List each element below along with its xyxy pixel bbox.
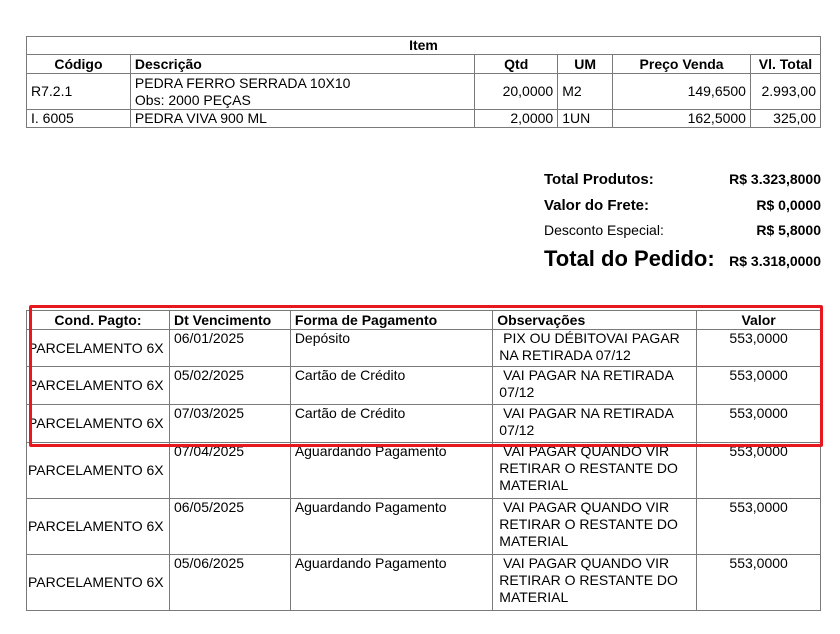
total-pedido-label: Total do Pedido: xyxy=(544,246,715,271)
pay-valor: 553,0000 xyxy=(697,330,821,367)
total-produtos-value: R$ 3.323,8000 xyxy=(729,171,821,187)
valor-frete-label: Valor do Frete: xyxy=(544,197,650,214)
pay-obs xyxy=(493,367,697,405)
pay-obs-line: VAI PAGAR NA RETIRADA xyxy=(499,367,674,383)
pay-dt: 07/03/2025 xyxy=(169,405,290,443)
pay-forma: Depósito xyxy=(290,330,492,367)
col-header-qtd: Qtd xyxy=(475,55,558,74)
table-row xyxy=(27,367,821,405)
valor-frete-value: R$ 0,0000 xyxy=(756,197,821,213)
pay-cond: PARCELAMENTO 6X xyxy=(27,555,170,611)
desconto-value: R$ 5,8000 xyxy=(756,222,821,238)
col-header-um: UM xyxy=(558,55,613,74)
pay-obs xyxy=(493,443,697,499)
pay-forma: Aguardando Pagamento xyxy=(290,443,492,499)
pay-dt: 05/02/2025 xyxy=(169,367,290,405)
col-header-descricao: Descrição xyxy=(130,55,474,74)
pay-valor: 553,0000 xyxy=(697,405,821,443)
pay-obs xyxy=(493,555,697,611)
table-row xyxy=(27,74,821,110)
item-descricao: PEDRA VIVA 900 ML xyxy=(130,110,474,128)
desconto-row xyxy=(544,222,821,238)
pay-obs-line: VAI PAGAR QUANDO VIR xyxy=(499,555,670,571)
pay-forma: Cartão de Crédito xyxy=(290,405,492,443)
total-pedido-row xyxy=(544,246,821,272)
table-row xyxy=(27,330,821,367)
pay-valor: 553,0000 xyxy=(697,555,821,611)
pay-cond: PARCELAMENTO 6X xyxy=(27,443,170,499)
col-header-total: Vl. Total xyxy=(750,55,820,74)
valor-frete-row xyxy=(544,197,821,214)
total-pedido-value: R$ 3.318,0000 xyxy=(729,253,821,269)
pay-obs xyxy=(493,405,697,443)
table-row xyxy=(27,405,821,443)
pay-obs-line: NA RETIRADA 07/12 xyxy=(499,347,631,363)
pay-obs-line: MATERIAL xyxy=(499,533,569,549)
item-descricao-text: PEDRA FERRO SERRADA 10X10 xyxy=(134,74,351,91)
pay-obs-line: RETIRAR O RESTANTE DO xyxy=(499,516,678,532)
col-header-obs: Observações xyxy=(493,311,697,330)
item-um: M2 xyxy=(558,74,613,110)
pay-obs-line: RETIRAR O RESTANTE DO xyxy=(499,572,678,588)
pay-obs-line: MATERIAL xyxy=(499,589,569,605)
items-header-row xyxy=(27,55,821,74)
payments-header-row xyxy=(27,311,821,330)
desconto-label: Desconto Especial: xyxy=(544,222,664,238)
pay-forma: Cartão de Crédito xyxy=(290,367,492,405)
item-codigo: R7.2.1 xyxy=(27,74,131,110)
item-codigo: I. 6005 xyxy=(27,110,131,128)
pay-obs xyxy=(493,499,697,555)
pay-dt: 06/05/2025 xyxy=(169,499,290,555)
pay-obs-line: VAI PAGAR NA RETIRADA xyxy=(499,405,674,421)
pay-dt: 05/06/2025 xyxy=(169,555,290,611)
pay-obs-line: VAI PAGAR QUANDO VIR xyxy=(499,499,670,515)
pay-forma: Aguardando Pagamento xyxy=(290,555,492,611)
items-table-title: Item xyxy=(27,37,821,55)
pay-forma: Aguardando Pagamento xyxy=(290,499,492,555)
pay-cond: PARCELAMENTO 6X xyxy=(27,405,170,443)
table-row xyxy=(27,555,821,611)
pay-obs-line: 07/12 xyxy=(499,422,535,438)
total-produtos-label: Total Produtos: xyxy=(544,171,654,188)
item-obs-text: Obs: 2000 PEÇAS xyxy=(134,91,251,108)
item-preco: 149,6500 xyxy=(613,74,751,110)
pay-obs-line: PIX OU DÉBITOVAI PAGAR xyxy=(499,330,680,346)
pay-dt: 07/04/2025 xyxy=(169,443,290,499)
pay-cond: PARCELAMENTO 6X xyxy=(27,367,170,405)
col-header-codigo: Código xyxy=(27,55,131,74)
item-descricao xyxy=(130,74,474,110)
items-table xyxy=(26,36,821,128)
pay-cond: PARCELAMENTO 6X xyxy=(27,330,170,367)
item-qtd: 2,0000 xyxy=(475,110,558,128)
item-qtd: 20,0000 xyxy=(475,74,558,110)
col-header-valor: Valor xyxy=(697,311,821,330)
total-produtos-row xyxy=(544,171,821,188)
table-row xyxy=(27,443,821,499)
pay-valor: 553,0000 xyxy=(697,499,821,555)
pay-obs-line: RETIRAR O RESTANTE DO xyxy=(499,460,678,476)
pay-obs-line: MATERIAL xyxy=(499,477,569,493)
col-header-forma: Forma de Pagamento xyxy=(290,311,492,330)
item-total: 325,00 xyxy=(750,110,820,128)
table-row xyxy=(27,499,821,555)
pay-dt: 06/01/2025 xyxy=(169,330,290,367)
col-header-cond: Cond. Pagto: xyxy=(27,311,170,330)
item-um: 1UN xyxy=(558,110,613,128)
col-header-preco: Preço Venda xyxy=(613,55,751,74)
table-row xyxy=(27,110,821,128)
payments-table xyxy=(26,310,821,611)
item-total: 2.993,00 xyxy=(750,74,820,110)
pay-obs xyxy=(493,330,697,367)
item-preco: 162,5000 xyxy=(613,110,751,128)
pay-obs-line: 07/12 xyxy=(499,384,535,400)
pay-obs-line: VAI PAGAR QUANDO VIR xyxy=(499,443,670,459)
pay-valor: 553,0000 xyxy=(697,443,821,499)
pay-valor: 553,0000 xyxy=(697,367,821,405)
pay-cond: PARCELAMENTO 6X xyxy=(27,499,170,555)
col-header-dt: Dt Vencimento xyxy=(169,311,290,330)
